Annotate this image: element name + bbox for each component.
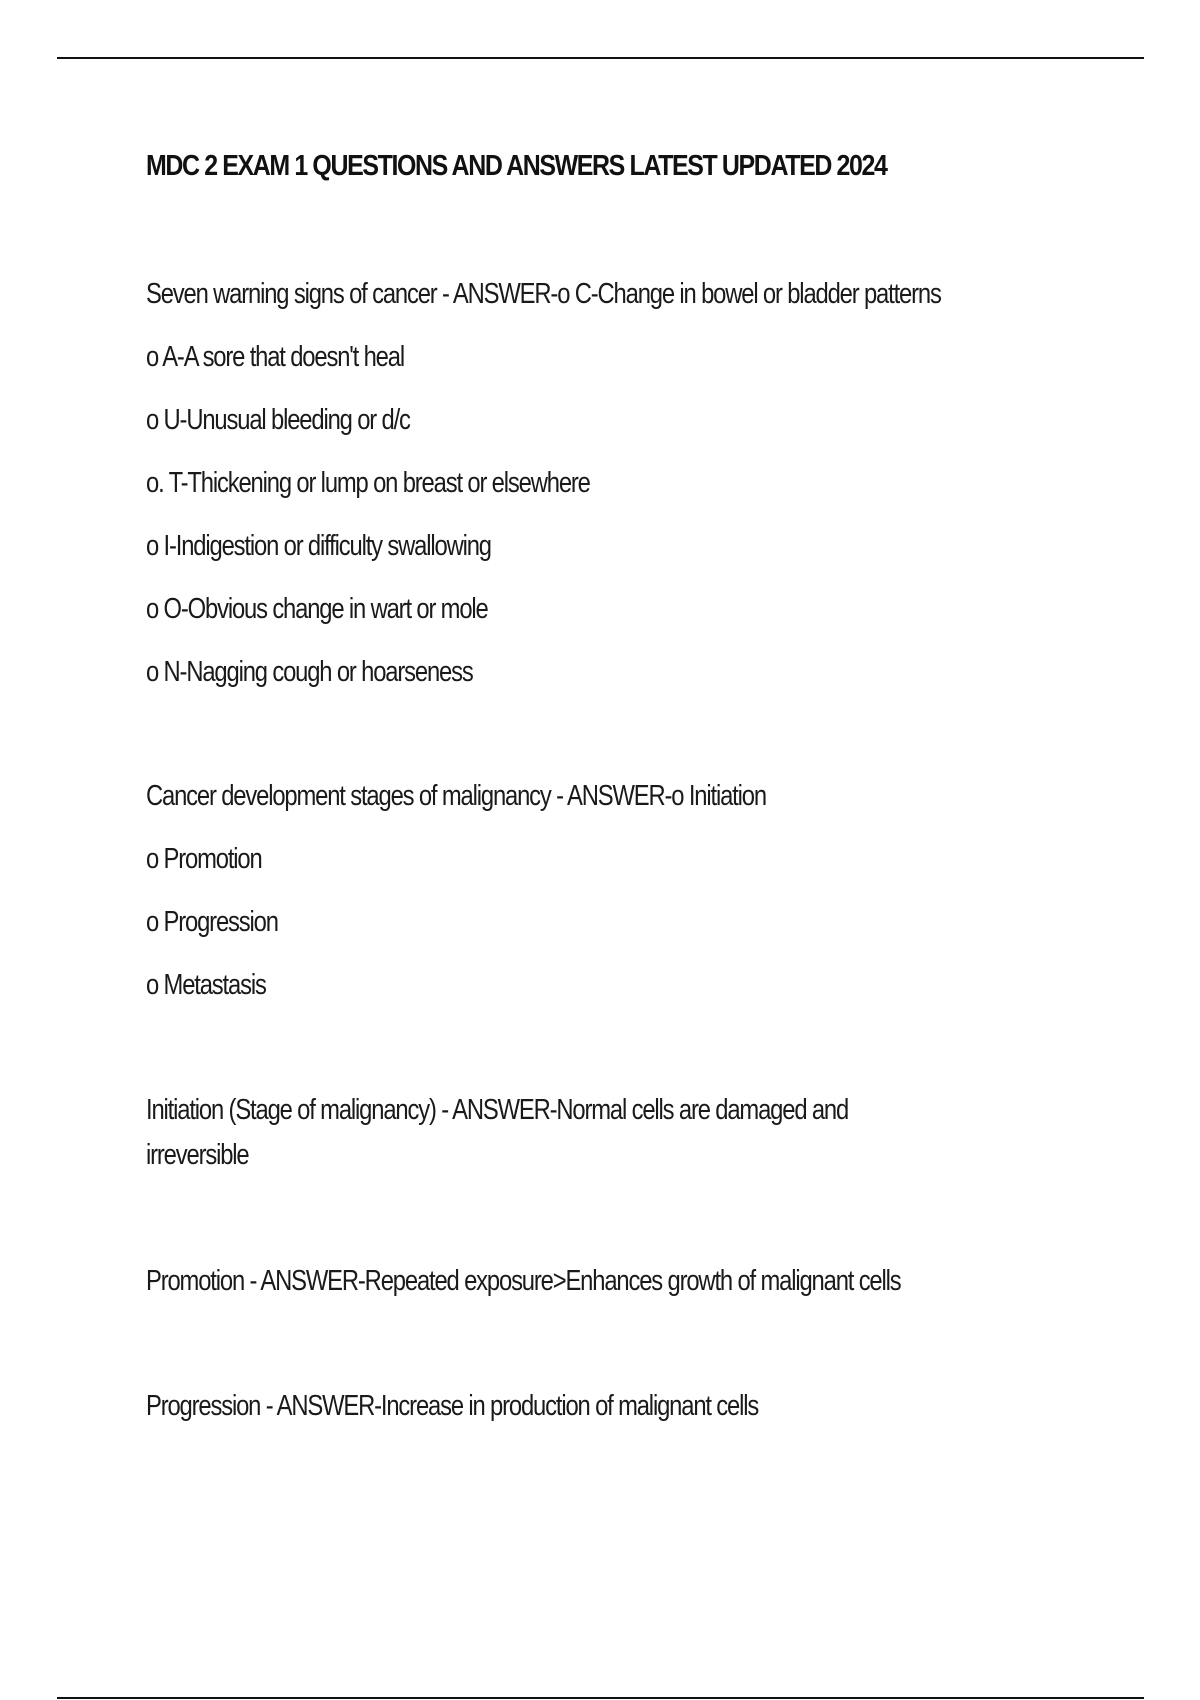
qa-line: Initiation (Stage of malignancy) - ANSWER-Normal cells are damaged and [146, 1094, 849, 1126]
qa-item-initiation [146, 1088, 1089, 1178]
qa-line: o U-Unusual bleeding or d/c [146, 404, 410, 436]
qa-line: o Progression [146, 906, 278, 938]
qa-line: Seven warning signs of cancer - ANSWER-o C-Change in bowel or bladder patterns [146, 278, 941, 310]
qa-line: o. T-Thickening or lump on breast or elsewhere [146, 467, 590, 499]
qa-line: o Metastasis [146, 969, 266, 1001]
footer-divider [57, 1697, 1144, 1699]
qa-line: o A-A sore that doesn't heal [146, 341, 404, 373]
qa-line: Promotion - ANSWER-Repeated exposure>Enhances growth of malignant cells [146, 1265, 901, 1297]
qa-item-development-stages [146, 774, 1089, 1008]
qa-item-progression [146, 1384, 1089, 1429]
qa-line: o Promotion [146, 843, 262, 875]
qa-item-warning-signs [146, 272, 1089, 695]
qa-item-promotion [146, 1259, 1089, 1304]
qa-line: o O-Obvious change in wart or mole [146, 593, 488, 625]
qa-line: Cancer development stages of malignancy - ANSWER-o Initiation [146, 780, 766, 812]
header-divider [57, 57, 1144, 59]
qa-line: o N-Nagging cough or hoarseness [146, 656, 473, 688]
document-title: MDC 2 EXAM 1 QUESTIONS AND ANSWERS LATEST UPDATED 2024 [146, 150, 887, 182]
qa-line: Progression - ANSWER-Increase in production of malignant cells [146, 1390, 759, 1422]
qa-line: irreversible [146, 1139, 249, 1171]
qa-line: o I-Indigestion or difficulty swallowing [146, 530, 491, 562]
